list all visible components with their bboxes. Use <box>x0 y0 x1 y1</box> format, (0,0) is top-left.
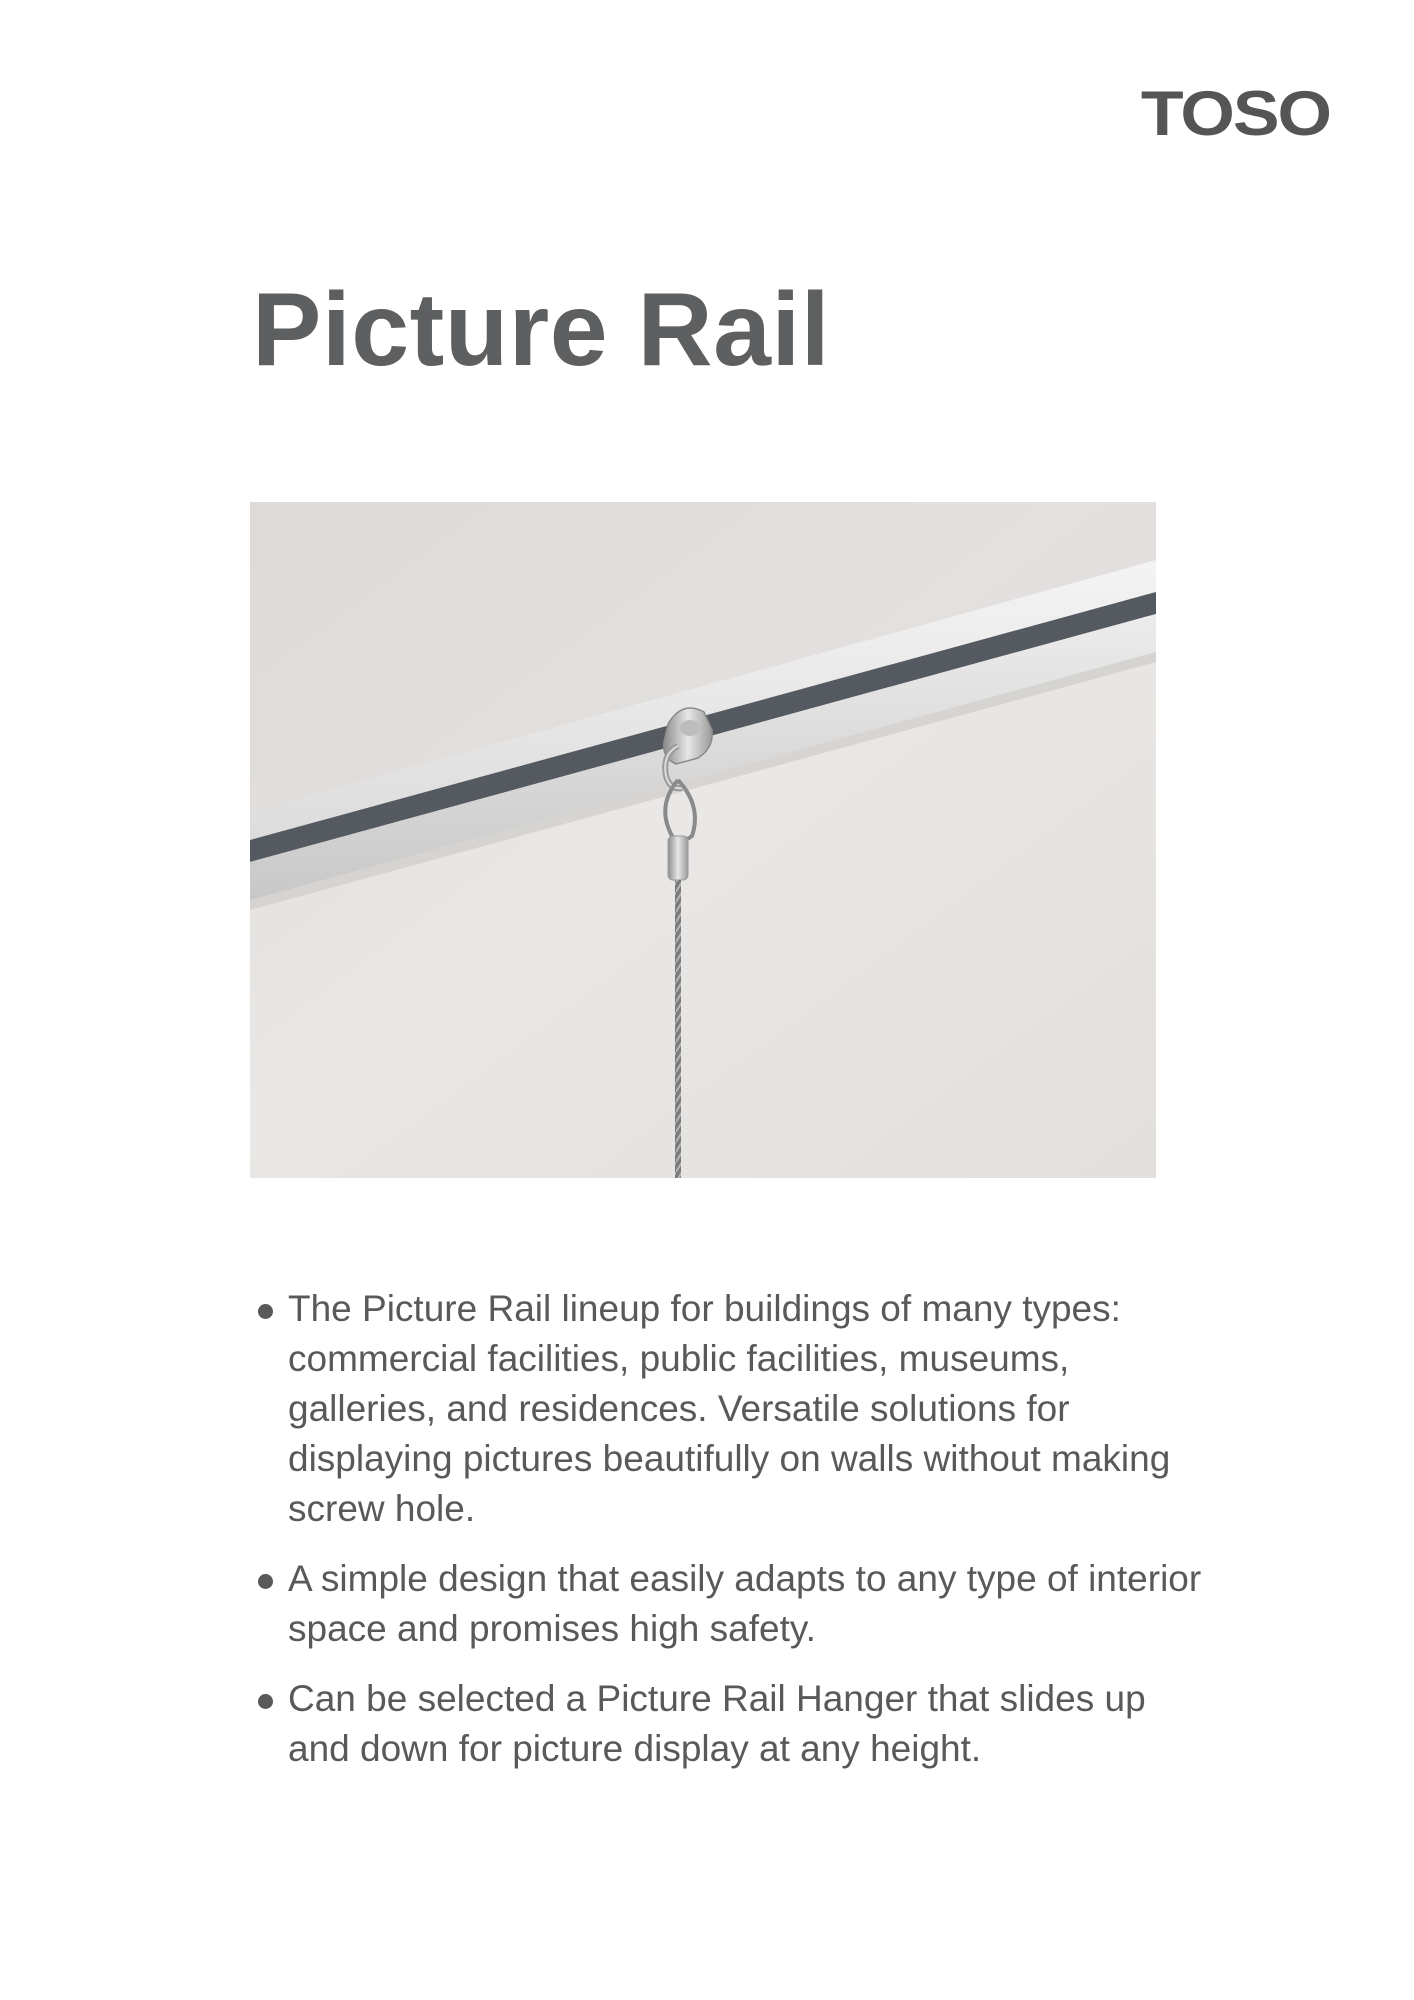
rail-illustration <box>250 502 1156 1178</box>
bullet-icon <box>258 1574 273 1589</box>
toso-logo: TOSO <box>1140 78 1330 149</box>
feature-item <box>256 1554 1216 1654</box>
feature-text: A simple design that easily adapts to any type of interior space and promises high safety. <box>288 1558 1202 1649</box>
hanging-wire <box>675 880 681 1178</box>
feature-list <box>256 1284 1216 1794</box>
feature-text: The Picture Rail lineup for buildings of many types: commercial facilities, public facilities, museums, galleries, and residences. Versatile solutions for displaying pictures beautifully on walls without making screw hole. <box>288 1288 1171 1529</box>
feature-text: Can be selected a Picture Rail Hanger that slides up and down for picture display at any height. <box>288 1678 1146 1769</box>
wire-ferrule <box>668 836 688 880</box>
page-title: Picture Rail <box>252 272 831 388</box>
picture-rail-photo <box>250 502 1156 1178</box>
bullet-icon <box>258 1694 273 1709</box>
feature-item <box>256 1284 1216 1534</box>
feature-item <box>256 1674 1216 1774</box>
bullet-icon <box>258 1304 273 1319</box>
